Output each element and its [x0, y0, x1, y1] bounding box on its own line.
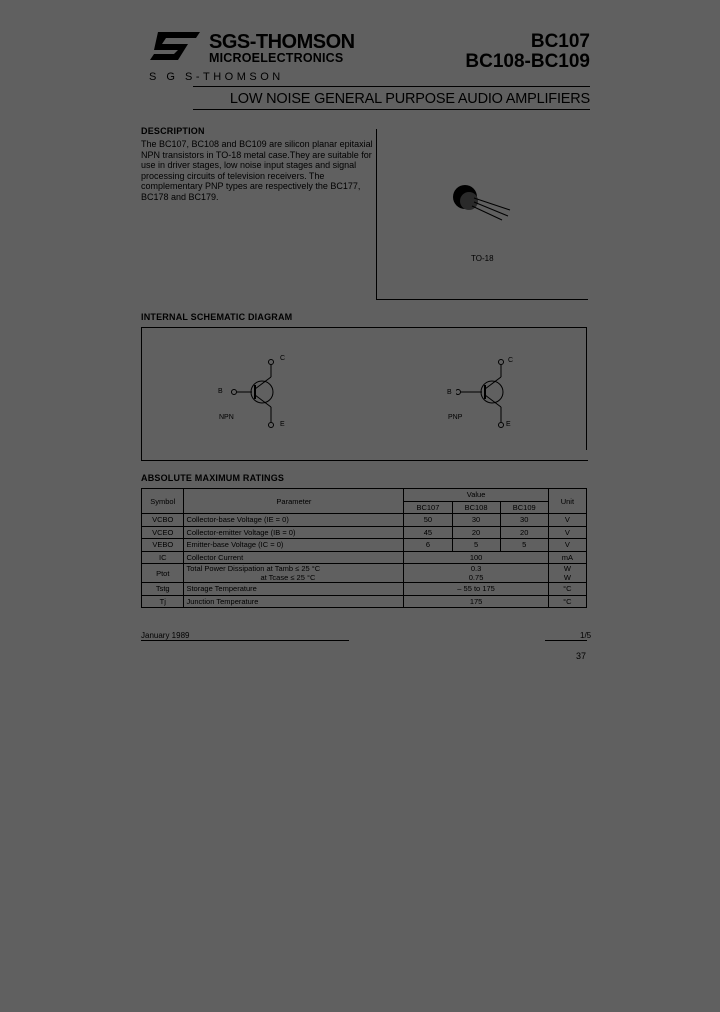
npn-base-label: B [218, 388, 223, 395]
cell-value: 100 [404, 551, 548, 564]
cell-parameter-line1: Total Power Dissipation at Tamb ≤ 25 °C [186, 564, 321, 573]
cell-value: – 55 to 175 [404, 583, 548, 596]
part-number-2: BC108-BC109 [465, 51, 590, 72]
table-row [142, 526, 587, 539]
cell-unit: mA [548, 551, 586, 564]
cell-parameter: Collector-base Voltage (IE = 0) [184, 514, 404, 527]
footer-rule-right [545, 640, 587, 641]
cell-parameter-line2: at Tcase ≤ 25 °C [260, 573, 316, 582]
cell-symbol: VCBO [142, 514, 184, 527]
cell-unit: V [548, 539, 586, 552]
table-header-row [142, 489, 587, 502]
cell-unit [548, 564, 586, 583]
cell-value: 45 [404, 526, 452, 539]
cell-unit: °C [548, 583, 586, 596]
table-row [142, 514, 587, 527]
npn-emitter-label: E [280, 421, 285, 428]
brand-subtitle-2: S G S-THOMSON [149, 71, 284, 83]
description-heading: DESCRIPTION [141, 126, 205, 136]
title-rule [193, 109, 590, 110]
to18-package-icon [448, 180, 518, 225]
bc109-header: BC109 [500, 501, 548, 514]
cell-value: 20 [500, 526, 548, 539]
parameter-header: Parameter [184, 489, 404, 514]
part-number-1: BC107 [530, 31, 590, 52]
header-rule [193, 86, 590, 87]
cell-value: 30 [452, 514, 500, 527]
cell-value: 175 [404, 595, 548, 608]
pnp-transistor-icon [456, 353, 526, 428]
cell-parameter: Junction Temperature [184, 595, 404, 608]
cell-parameter: Emitter-base Voltage (IC = 0) [184, 539, 404, 552]
pnp-emitter-label: E [506, 421, 511, 428]
ratings-table [141, 488, 587, 608]
pnp-label: PNP [448, 414, 463, 421]
table-row [142, 583, 587, 596]
ratings-heading: ABSOLUTE MAXIMUM RATINGS [141, 473, 285, 483]
pnp-base-label: B [447, 389, 452, 396]
cell-parameter: Collector-emitter Voltage (IB = 0) [184, 526, 404, 539]
value-header: Value [404, 489, 548, 502]
cell-value-line2: 0.75 [468, 573, 484, 582]
package-label: TO-18 [471, 254, 494, 263]
cell-value [404, 564, 548, 583]
cell-value: 20 [452, 526, 500, 539]
cell-parameter: Storage Temperature [184, 583, 404, 596]
cell-value: 6 [404, 539, 452, 552]
cell-value: 50 [404, 514, 452, 527]
cell-symbol: IC [142, 551, 184, 564]
cell-value: 5 [500, 539, 548, 552]
document-title: LOW NOISE GENERAL PURPOSE AUDIO AMPLIFIERS [229, 91, 590, 107]
npn-collector-label: C [280, 355, 286, 362]
bc108-header: BC108 [452, 501, 500, 514]
cell-value: 30 [500, 514, 548, 527]
cell-value-line1: 0.3 [470, 564, 482, 573]
symbol-header: Symbol [142, 489, 184, 514]
cell-symbol: Tstg [142, 583, 184, 596]
cell-symbol: Ptot [142, 564, 184, 583]
table-row [142, 564, 587, 583]
footer-date: January 1989 [141, 631, 190, 640]
cell-symbol: VEBO [142, 539, 184, 552]
page-number: 37 [576, 651, 587, 661]
brand-subtitle: MICROELECTRONICS [209, 51, 344, 65]
footer-page: 1/5 [580, 631, 592, 640]
brand-name: SGS-THOMSON [209, 31, 355, 53]
cell-parameter: Collector Current [184, 551, 404, 564]
cell-unit: V [548, 514, 586, 527]
cell-parameter [184, 564, 404, 583]
schematic-heading: INTERNAL SCHEMATIC DIAGRAM [141, 312, 293, 322]
cell-symbol: Tj [142, 595, 184, 608]
description-text: The BC107, BC108 and BC109 are silicon planar epitaxial NPN transistors in TO-18 metal case.They are suitable for use in driver stages, low noise input stages and signal processing circuits of television receivers. The complementary PNP types are respectively the BC177, BC178 and BC179. [141, 139, 373, 202]
cell-value: 5 [452, 539, 500, 552]
table-row [142, 595, 587, 608]
cell-unit-line1: W [563, 564, 571, 573]
table-row [142, 539, 587, 552]
cell-unit: V [548, 526, 586, 539]
npn-transistor-icon [225, 355, 295, 430]
st-logo-icon [148, 30, 204, 62]
cell-unit-line2: W [563, 573, 571, 582]
bc107-header: BC107 [404, 501, 452, 514]
footer-rule-left [141, 640, 349, 641]
table-row [142, 551, 587, 564]
npn-label: NPN [219, 414, 234, 421]
cell-symbol: VCEO [142, 526, 184, 539]
schematic-right-rule [586, 328, 587, 450]
pnp-collector-label: C [508, 357, 514, 364]
cell-unit: °C [548, 595, 586, 608]
unit-header: Unit [548, 489, 586, 514]
